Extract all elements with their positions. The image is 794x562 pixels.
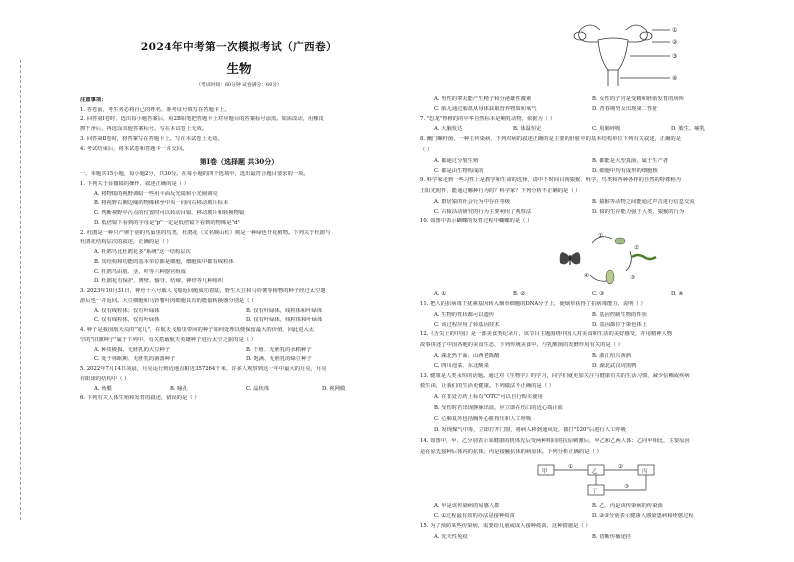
option: A. 生物的性状都可以遗传 — [434, 311, 495, 318]
notice-title: 注意事项： — [80, 96, 107, 103]
option: C. 古猿活动研究的行为主要利用了观察法 — [434, 208, 532, 215]
option: D. ②③分别表示健康人感染患病和痊愈过程 — [592, 513, 694, 520]
option-row — [420, 513, 750, 519]
option: B. 仅有叶绿体，线粒体和叶绿体 — [246, 307, 323, 314]
option: C. ③ — [592, 291, 604, 298]
option: D. 仅有叶绿体，线粒体和叶绿体 — [246, 317, 323, 324]
option: C. 处于休眠期、无胚乳的菌落种子 — [94, 356, 176, 363]
svg-text:①: ① — [568, 464, 573, 471]
option: A. 先天性免疫 — [434, 533, 468, 540]
svg-text:甲: 甲 — [542, 469, 548, 476]
svg-text:④: ④ — [584, 273, 589, 280]
option-row — [80, 317, 398, 323]
question-text: 4. 种子是我国航天员的"宠儿"，在航天飞船里带回的种子如何处理以便保留最大的价值，回此进入太 — [80, 327, 315, 334]
option: C. ①过程最有效的办法是接种疫苗 — [434, 513, 515, 520]
question-text: 王阳光附件，能通过哪种行为的？科学家？下列分析不正确的是（ ） — [420, 188, 581, 195]
svg-text:丙: 丙 — [642, 469, 648, 476]
option: A. 仅有线粒体；仅有叶绿体 — [94, 307, 160, 314]
question-text: 2. 杜鹃是一种只产卵于别的鸟巢里的鸟类，杜鹃花（又名映山红）则是一种绿色开花植物。下列关于杜鹃与 — [80, 229, 331, 236]
option: B. 切断传播途径 — [592, 533, 632, 540]
option: C. 都是由生物构成的 — [434, 167, 484, 174]
option: B. ② — [513, 291, 526, 298]
option: D. 视网膜 — [322, 385, 346, 392]
question-text: 15. 为了预防某些传染病，需要给儿童或成人接种疫苗，这种措施是（ ） — [420, 522, 591, 529]
question-text: 杜鹃花结构层次的叙述，正确的是（ ） — [80, 239, 172, 246]
option: B. 将视野右侧边缘的物像移至中央一同向右移动玻片标本 — [94, 200, 229, 207]
option-row — [80, 386, 398, 392]
question-text: 是在原先接种后体内的抗体；丙是接触抗体的病原体。下列分析正确的是（ ） — [420, 448, 602, 455]
right-questions-c — [420, 503, 750, 540]
option: A. 大脑发达 — [434, 126, 463, 133]
option-row — [80, 308, 398, 314]
notice-item: 4. 考试结束后，将本试卷和答题卡一并交回。 — [80, 145, 188, 152]
right-questions-a — [420, 96, 750, 225]
option: A. 群居猿的社会行为中存在等级 — [434, 198, 511, 205]
option: A. ① — [434, 291, 446, 298]
option-row — [420, 363, 750, 369]
notice-item: 1. 答卷前，考生务必将自己的姓名、准考证号填写在答题卡上。 — [80, 106, 230, 113]
part1-intro: 一、本题共15小题，每小题2分，共30分。在每小题的四个选项中，选出最符合题目要求的一项。 — [80, 171, 309, 178]
question-text: 9. 科学家走到一些习性上是教学和生命的选择，请中下时间目视猿猴、科学、鸟类和各种各样的自然的特殊称为 — [420, 177, 681, 184]
butterfly-icon — [560, 253, 581, 266]
option: D. ④ — [671, 291, 684, 298]
uterus — [598, 38, 628, 70]
svg-text:①: ① — [598, 233, 603, 240]
left-column — [80, 10, 398, 555]
option-row — [420, 503, 750, 509]
exam-info: （考试时间：60分钟 试卷满分：60分） — [196, 83, 282, 89]
option-row — [420, 312, 750, 318]
option-row — [420, 353, 750, 359]
question-text: 12.《舌尖上的中国》是一部美食类纪录片，该节目主题围绕中国人对美食和生活的美好感受，并用精神人物 — [420, 331, 673, 338]
question-text: 救生由，让我们的生活更健康。下列做法不正确的是（ ） — [420, 383, 555, 390]
vagina — [608, 70, 618, 86]
egg-icon — [615, 238, 625, 244]
option: B. 都能是大型真菌，属于生产者 — [592, 157, 669, 164]
svg-text:①: ① — [672, 27, 678, 34]
option-row — [420, 322, 750, 328]
question-text: 游后也一并返回。大豆细胞和马铃薯叶肉细胞具有的能量转换器分别是（ ） — [80, 297, 257, 304]
binding-margin — [6, 60, 21, 520]
option: B. 浙江绍兴黄酒 — [592, 353, 632, 360]
option: D. 湖北武汉周黑鸭 — [592, 362, 637, 369]
svg-text:②: ② — [618, 464, 623, 471]
option: C. 仅有线粒体，仅有叶绿体 — [94, 317, 160, 324]
option-row — [420, 158, 750, 164]
svg-text:②: ② — [634, 245, 639, 252]
infection-flow-diagram — [420, 459, 750, 499]
option: A. 甲是该传染病的易感人群 — [434, 503, 500, 510]
option: C. 该过程应用了转基因技术 — [434, 321, 500, 328]
exam-title: 2024年中考第一次模拟考试（广西卷） — [140, 41, 338, 53]
option: C. 判断视野中污点的位置时可以转动目镜、移动玻片和转换物镜 — [94, 210, 245, 217]
option: B. 干瘪、无胚乳的水稻种子 — [246, 346, 312, 353]
question-text: 故事讲述了中国各地的美食生态，下列传统美食中，与乳酸菌的发酵作用有关的是（ ） — [420, 342, 623, 349]
question-text: 3. 2023年10月31日，神舟十六号载人飞船返回舱成功着陆，野生大豆和马铃薯等植物的种子经过太空遨 — [80, 288, 326, 295]
option: A. 杜鹃鸟比杜鹃花多"系统"这一结构层次 — [94, 249, 191, 256]
option: B. 女性的子宫是受精和胚胎发育的场所 — [592, 96, 685, 102]
svg-text:③: ③ — [672, 53, 678, 60]
notice-item: 3. 回答第Ⅱ卷时，将答案写在答题卡上。写在本试卷上无效。 — [80, 135, 223, 142]
option: A. 将物镜的视野调暗一些用平面反光镜和小光圈调亮 — [94, 190, 218, 197]
option: C. 四川泡菜、东北酸菜 — [434, 362, 489, 369]
question-text: 5. 2022年7月14日凌晨，月亮运行到近地点附近357264千米，许多人观察到这一年中最大的月亮，月亮 — [80, 366, 327, 373]
option-row — [420, 534, 750, 540]
option: C. 胎儿通过胎盘从母体获取营养物质和氧气 — [434, 105, 537, 112]
option: B. 乙、丙是该传染病的传染源 — [592, 503, 663, 510]
option: D. 猿的生存能力强于人类，猿猴的行为 — [592, 208, 685, 215]
question-text: 13. 健康是人类永恒的话题。通过对《生物学》的学习，同学们就更加关注与健康有关的生活习惯，减少信赖或疾病 — [420, 372, 690, 379]
option: A. 角膜 — [94, 385, 112, 392]
question-text: 7. "恐龙"脊椎的的中华自然标本是哺乳动物，依据为（ ） — [420, 115, 556, 122]
option: D. 杜鹃花有保护、薄壁、输导、结缔、神经等几种组织 — [94, 278, 224, 285]
question-text: （ ） — [420, 146, 433, 153]
option-row — [420, 199, 750, 205]
option: A. 男性的睾丸能产生精子和分泌雄性激素 — [434, 96, 532, 102]
svg-text:③: ③ — [624, 484, 629, 491]
option: C. 心肺复苏包括胸外心脏按压和人工呼吸 — [434, 415, 532, 422]
question-text: 8. 幽门螺杆菌，一种主传染病，下列对病的叙述正确的是主要的肝脏中的基本结构单位下列有关叙述，正确的是 — [420, 136, 681, 143]
question-text: 11. 把人的抗病毒干扰素基因转入烟草细胞的DNA分子上，使烟草获得了抗病毒能力，说明（ ） — [420, 301, 646, 308]
option: D. 发现煤气中毒，立即打开门窗，将病人移到通风处，拨打"120"后进行人工呼吸 — [434, 426, 626, 433]
notice-item: 擦干净后，再选涂其他答案标号。写在本试卷上无效。 — [80, 126, 208, 133]
svg-text:丁: 丁 — [592, 489, 598, 496]
option-row — [420, 96, 750, 102]
question-text: 1. 下列关于显微镜的操作，叙述正确的是（ ） — [80, 180, 190, 187]
question-text: 14. 如图中，甲、乙分别表示某健康的机体先后受两种相同的抗原刺激后，甲乙和乙两人体；乙同甲相比，主要原因 — [420, 437, 690, 444]
question-text: 空的"旧旗种子"属于下列中，有关搭载航天英雄种子进行太空之旅的是（ ） — [80, 336, 257, 343]
option-row — [420, 291, 750, 297]
option: B. 基因控制生物的性状 — [592, 311, 647, 318]
question-text: 在眼球的结构中（ ） — [80, 375, 130, 382]
svg-text:②: ② — [672, 39, 678, 46]
uterus-diagram — [420, 12, 750, 92]
svg-text:乙: 乙 — [592, 469, 598, 476]
question-text: 6. 下列有关人体生殖和发育的叙述，错误的是（ ） — [80, 395, 200, 402]
option: B. 其结构和功能的基本单位都是细胞，细胞质中都有线粒体 — [94, 258, 234, 265]
option: B. 体温恒定 — [513, 126, 542, 133]
option: D. 青春期男女出现第二性征 — [592, 105, 658, 112]
option: C. 杜鹃鸟由肌、茎、叶等六种器官组成 — [94, 268, 186, 275]
option: D. 低倍镜下看到的字母是"p"一定是低倍镜下看到的物像是"d" — [94, 219, 240, 226]
subject-title: 生物 — [226, 61, 252, 77]
option: B. 猿猴等动物之间能通过声音进行信息交流 — [592, 198, 695, 205]
option: D. 饱满、无胚乳的绿豆种子 — [246, 356, 312, 363]
butterfly-lifecycle-diagram — [420, 229, 750, 287]
left-questions — [80, 181, 398, 402]
option-row — [420, 106, 750, 112]
option: B. 瞳孔 — [170, 385, 188, 392]
notice-item: 2. 回答第Ⅰ卷时，选出每小题答案后，用2B铅笔把答题卡上对应题目的答案标号涂黑。如需改动，用橡皮 — [80, 116, 324, 123]
option: A. 都通过分裂生殖 — [434, 157, 479, 164]
part1-title: 第Ⅰ卷（选择题 共30分） — [199, 156, 279, 166]
option: C. 用肺呼吸 — [592, 126, 621, 133]
option: D. 胎生、哺乳 — [671, 126, 705, 133]
option: D. 细胞中均有成形的细胞核 — [592, 167, 658, 174]
svg-text:④: ④ — [672, 75, 678, 82]
right-column — [420, 10, 750, 555]
pupa-icon — [606, 270, 614, 284]
option: A. 湖北热干面、山西老陈醋 — [434, 353, 500, 360]
right-questions-b — [420, 291, 750, 454]
option-row — [420, 168, 750, 174]
option-row — [80, 347, 398, 353]
question-text: 10. 如图中表示蝴蝶的发育过程中蝴蝶的是（ ） — [420, 218, 533, 225]
larva-icon — [632, 255, 656, 259]
option: D. 基因都位于染色体上 — [592, 321, 648, 328]
option-row — [420, 209, 750, 215]
svg-text:③: ③ — [630, 275, 635, 282]
option: A. 种皮破损、无胚乳的大豆种子 — [94, 346, 171, 353]
option-row — [80, 356, 398, 362]
option: B. 受伤时若出现静脉出血，应立即在伤口的近心端止血 — [434, 405, 564, 412]
option: C. 晶状体 — [246, 385, 270, 392]
option-row — [420, 126, 750, 132]
option: A. 在非处方药上标有"OTC"可以自行购买使用 — [434, 394, 543, 401]
